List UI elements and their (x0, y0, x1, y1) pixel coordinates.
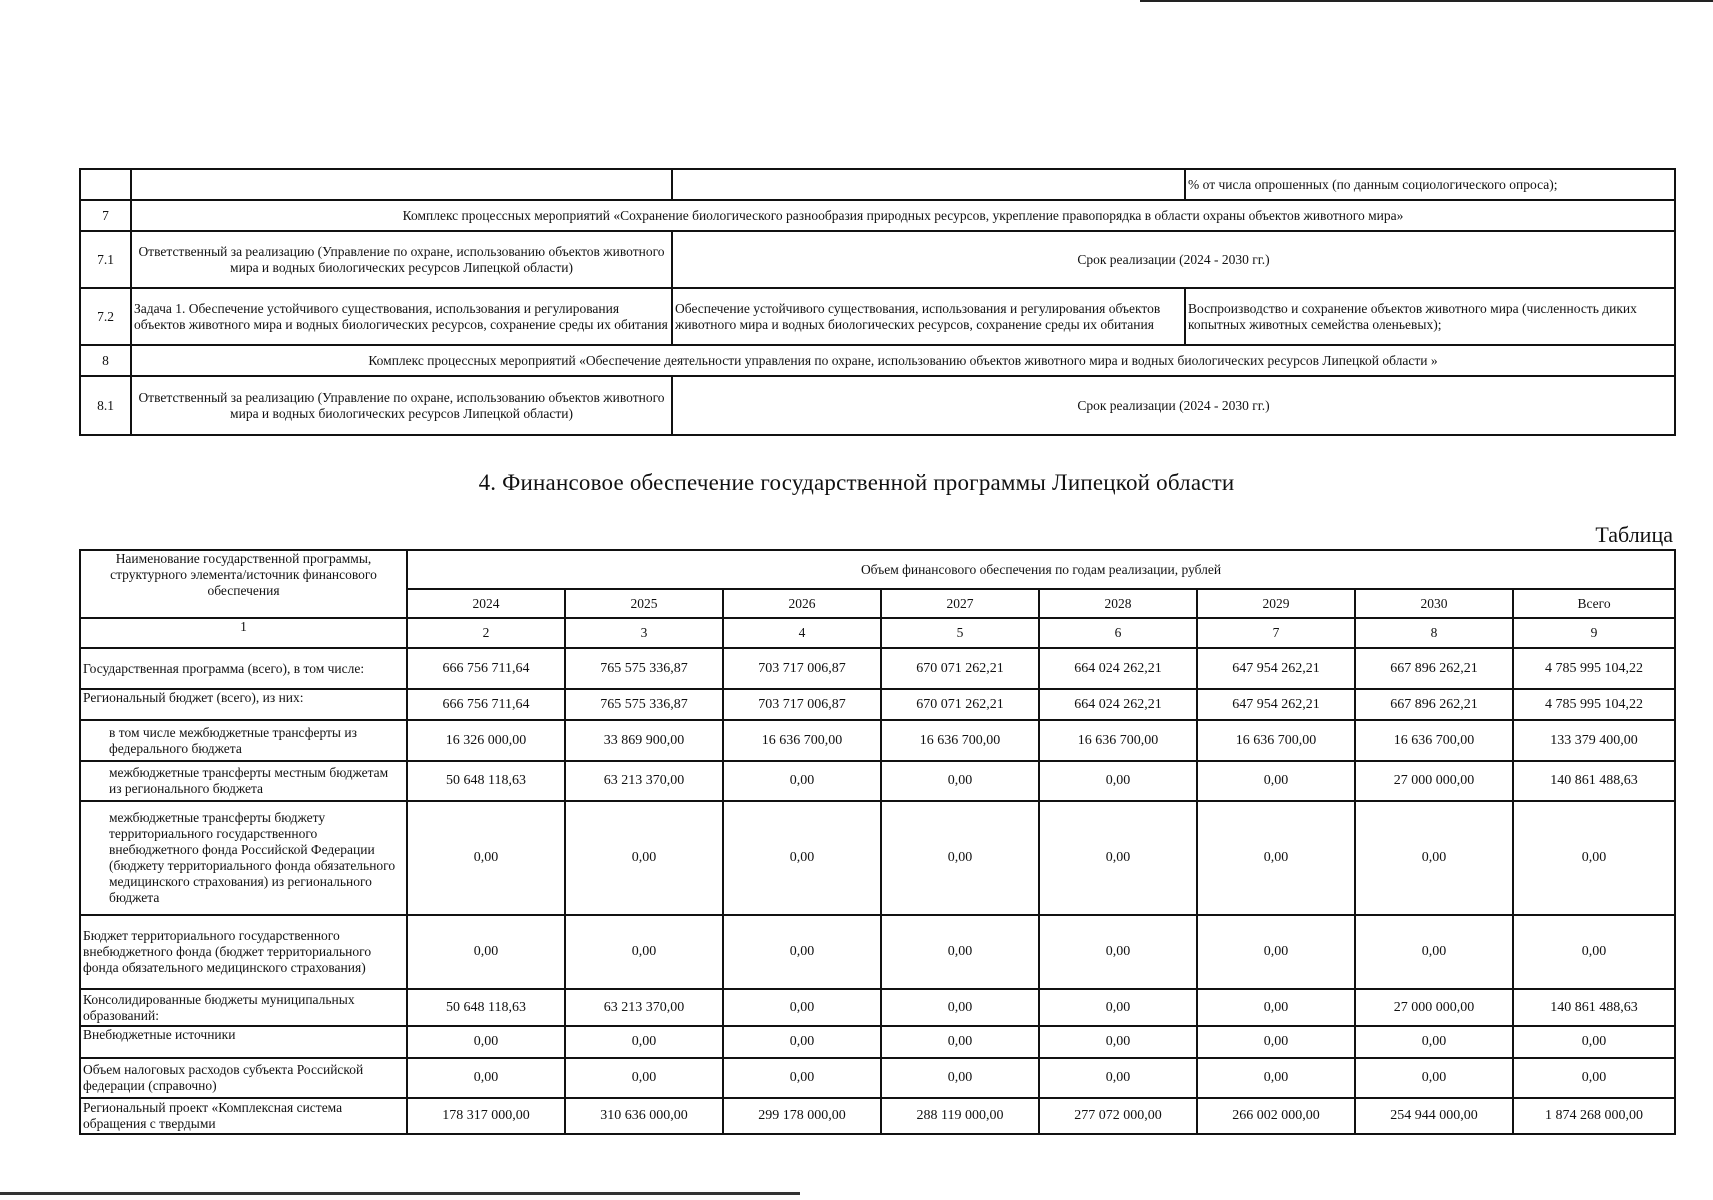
value-cell: 16 636 700,00 (1355, 720, 1513, 761)
table-row (80, 345, 1675, 376)
table-cell (131, 169, 672, 200)
financing-table (79, 549, 1676, 1135)
term-cell: Срок реализации (2024 - 2030 гг.) (672, 231, 1675, 288)
total-cell: 1 874 268 000,00 (1513, 1098, 1675, 1134)
col-number: 9 (1513, 618, 1675, 648)
table-row (80, 989, 1675, 1026)
value-cell: 0,00 (1197, 915, 1355, 989)
value-cell: 0,00 (881, 989, 1039, 1026)
table-row (80, 231, 1675, 288)
value-cell: 16 326 000,00 (407, 720, 565, 761)
table-row (80, 1026, 1675, 1058)
table-row (80, 200, 1675, 231)
value-cell: 27 000 000,00 (1355, 989, 1513, 1026)
col-number: 1 (80, 618, 407, 648)
value-cell: 277 072 000,00 (1039, 1098, 1197, 1134)
value-cell: 0,00 (1039, 1058, 1197, 1098)
value-cell: 0,00 (881, 1058, 1039, 1098)
value-cell: 0,00 (723, 801, 881, 915)
table-row (80, 720, 1675, 761)
value-cell: 703 717 006,87 (723, 648, 881, 689)
table-row (80, 761, 1675, 801)
table-row (80, 915, 1675, 989)
column-numbers-row (80, 618, 1675, 648)
value-cell: 0,00 (1355, 801, 1513, 915)
value-cell: 667 896 262,21 (1355, 648, 1513, 689)
value-cell: 0,00 (881, 801, 1039, 915)
row-name: Бюджет территориального государственного внебюджетного фонда (бюджет территориального фонда обязательного медицинского страхования) (80, 915, 407, 989)
table-row (80, 169, 1675, 200)
value-cell: 664 024 262,21 (1039, 648, 1197, 689)
value-cell: 0,00 (1039, 989, 1197, 1026)
value-cell: 666 756 711,64 (407, 648, 565, 689)
value-cell: 765 575 336,87 (565, 648, 723, 689)
value-cell: 0,00 (1039, 801, 1197, 915)
value-cell: 0,00 (565, 801, 723, 915)
value-cell: 0,00 (565, 1058, 723, 1098)
value-cell: 0,00 (1197, 1026, 1355, 1058)
col-number: 4 (723, 618, 881, 648)
value-cell: 63 213 370,00 (565, 761, 723, 801)
row-name: Объем налоговых расходов субъекта Российской федерации (справочно) (80, 1058, 407, 1098)
header-row (80, 550, 1675, 589)
table-row (80, 288, 1675, 345)
value-cell: 647 954 262,21 (1197, 689, 1355, 720)
value-cell: 0,00 (407, 1058, 565, 1098)
value-cell: 266 002 000,00 (1197, 1098, 1355, 1134)
value-cell: 0,00 (565, 1026, 723, 1058)
value-cell: 16 636 700,00 (1197, 720, 1355, 761)
table-row (80, 1058, 1675, 1098)
value-cell: 765 575 336,87 (565, 689, 723, 720)
value-cell: 27 000 000,00 (1355, 761, 1513, 801)
value-cell: 703 717 006,87 (723, 689, 881, 720)
complex-title: Комплекс процессных мероприятий «Обеспечение деятельности управления по охране, использованию объектов животного мира и водных биологических ресурсов Липецкой области » (131, 345, 1675, 376)
volume-header: Объем финансового обеспечения по годам реализации, рублей (407, 550, 1675, 589)
value-cell: 0,00 (723, 989, 881, 1026)
value-cell: 670 071 262,21 (881, 648, 1039, 689)
value-cell: 0,00 (1355, 1058, 1513, 1098)
row-name: Консолидированные бюджеты муниципальных образований: (80, 989, 407, 1026)
col-number: 6 (1039, 618, 1197, 648)
year-header: 2025 (565, 589, 723, 618)
scan-edge-line (0, 1192, 800, 1195)
table-row (80, 801, 1675, 915)
value-cell: 0,00 (1197, 801, 1355, 915)
value-cell: 0,00 (1197, 761, 1355, 801)
value-cell: 0,00 (1355, 1026, 1513, 1058)
total-cell: 0,00 (1513, 915, 1675, 989)
table-row (80, 648, 1675, 689)
row-name: Внебюджетные источники (80, 1026, 407, 1058)
table-row (80, 376, 1675, 435)
value-cell: 0,00 (1355, 915, 1513, 989)
row-name: Региональный бюджет (всего), из них: (80, 689, 407, 720)
row-number: 7 (80, 200, 131, 231)
row-name: межбюджетные трансферты местным бюджетам из регионального бюджета (80, 761, 407, 801)
total-cell: 0,00 (1513, 1026, 1675, 1058)
row-number: 8 (80, 345, 131, 376)
value-cell: 310 636 000,00 (565, 1098, 723, 1134)
effect-cell: Обеспечение устойчивого существования, использования и регулирования объектов животного мира и водных биологических ресурсов, сохранение среды их обитания (672, 288, 1185, 345)
col-number: 8 (1355, 618, 1513, 648)
year-header: 2028 (1039, 589, 1197, 618)
year-header: 2024 (407, 589, 565, 618)
value-cell: 0,00 (1039, 761, 1197, 801)
row-number: 7.2 (80, 288, 131, 345)
term-cell: Срок реализации (2024 - 2030 гг.) (672, 376, 1675, 435)
total-cell: 0,00 (1513, 1058, 1675, 1098)
year-header: 2030 (1355, 589, 1513, 618)
value-cell: 63 213 370,00 (565, 989, 723, 1026)
indicator-cell: Воспроизводство и сохранение объектов животного мира (численность диких копытных животных семейства оленьевых); (1185, 288, 1675, 345)
total-cell: 0,00 (1513, 801, 1675, 915)
year-header: 2026 (723, 589, 881, 618)
value-cell: 50 648 118,63 (407, 761, 565, 801)
value-cell: 0,00 (881, 761, 1039, 801)
row-number: 8.1 (80, 376, 131, 435)
task-cell: Задача 1. Обеспечение устойчивого существования, использования и регулирования объектов животного мира и водных биологических ресурсов, сохранение среды их обитания (131, 288, 672, 345)
value-cell: 299 178 000,00 (723, 1098, 881, 1134)
col-number: 7 (1197, 618, 1355, 648)
value-cell: 647 954 262,21 (1197, 648, 1355, 689)
value-cell: 178 317 000,00 (407, 1098, 565, 1134)
total-cell: 133 379 400,00 (1513, 720, 1675, 761)
total-cell: 140 861 488,63 (1513, 761, 1675, 801)
value-cell: 0,00 (407, 915, 565, 989)
value-cell: 0,00 (1197, 1058, 1355, 1098)
name-header: Наименование государственной программы, структурного элемента/источник финансового обеспечения (80, 550, 407, 618)
value-cell: 288 119 000,00 (881, 1098, 1039, 1134)
total-cell: 4 785 995 104,22 (1513, 689, 1675, 720)
value-cell: 0,00 (1039, 1026, 1197, 1058)
value-cell: 16 636 700,00 (881, 720, 1039, 761)
value-cell: 0,00 (723, 761, 881, 801)
section-title: 4. Финансовое обеспечение государственной программы Липецкой области (478, 470, 1235, 495)
value-cell: 0,00 (723, 1058, 881, 1098)
row-name: Государственная программа (всего), в том числе: (80, 648, 407, 689)
value-cell: 670 071 262,21 (881, 689, 1039, 720)
table-row (80, 689, 1675, 720)
row-name: в том числе межбюджетные трансферты из федерального бюджета (80, 720, 407, 761)
col-number: 3 (565, 618, 723, 648)
program-structure-table (79, 168, 1676, 436)
row-name: межбюджетные трансферты бюджету территориального государственного внебюджетного фонда Российской Федерации (бюджету территориального фонда обязательного медицинского страхования) из регионального бюджета (80, 801, 407, 915)
table-row (80, 1098, 1675, 1134)
row-name: Региональный проект «Комплексная система обращения с твердыми (80, 1098, 407, 1134)
value-cell: 33 869 900,00 (565, 720, 723, 761)
complex-title: Комплекс процессных мероприятий «Сохранение биологического разнообразия природных ресурсов, укрепление правопорядка в области охраны объектов животного мира» (131, 200, 1675, 231)
value-cell: 16 636 700,00 (1039, 720, 1197, 761)
scan-edge-line (1140, 0, 1713, 2)
year-header: 2027 (881, 589, 1039, 618)
responsible-cell: Ответственный за реализацию (Управление по охране, использованию объектов животного мира и водных биологических ресурсов Липецкой области) (131, 231, 672, 288)
value-cell: 666 756 711,64 (407, 689, 565, 720)
value-cell: 254 944 000,00 (1355, 1098, 1513, 1134)
value-cell: 0,00 (1197, 989, 1355, 1026)
responsible-cell: Ответственный за реализацию (Управление по охране, использованию объектов животного мира и водных биологических ресурсов Липецкой области) (131, 376, 672, 435)
table-label: Таблица (1595, 522, 1673, 547)
value-cell: 0,00 (1039, 915, 1197, 989)
indicator-cell: % от числа опрошенных (по данным социологического опроса); (1185, 169, 1675, 200)
value-cell: 0,00 (881, 1026, 1039, 1058)
table-cell (672, 169, 1185, 200)
value-cell: 0,00 (407, 801, 565, 915)
value-cell: 16 636 700,00 (723, 720, 881, 761)
total-header: Всего (1513, 589, 1675, 618)
col-number: 2 (407, 618, 565, 648)
value-cell: 0,00 (565, 915, 723, 989)
row-number: 7.1 (80, 231, 131, 288)
total-cell: 4 785 995 104,22 (1513, 648, 1675, 689)
year-header: 2029 (1197, 589, 1355, 618)
value-cell: 0,00 (881, 915, 1039, 989)
value-cell: 0,00 (723, 1026, 881, 1058)
value-cell: 667 896 262,21 (1355, 689, 1513, 720)
value-cell: 50 648 118,63 (407, 989, 565, 1026)
value-cell: 664 024 262,21 (1039, 689, 1197, 720)
table-cell (80, 169, 131, 200)
col-number: 5 (881, 618, 1039, 648)
total-cell: 140 861 488,63 (1513, 989, 1675, 1026)
value-cell: 0,00 (407, 1026, 565, 1058)
value-cell: 0,00 (723, 915, 881, 989)
